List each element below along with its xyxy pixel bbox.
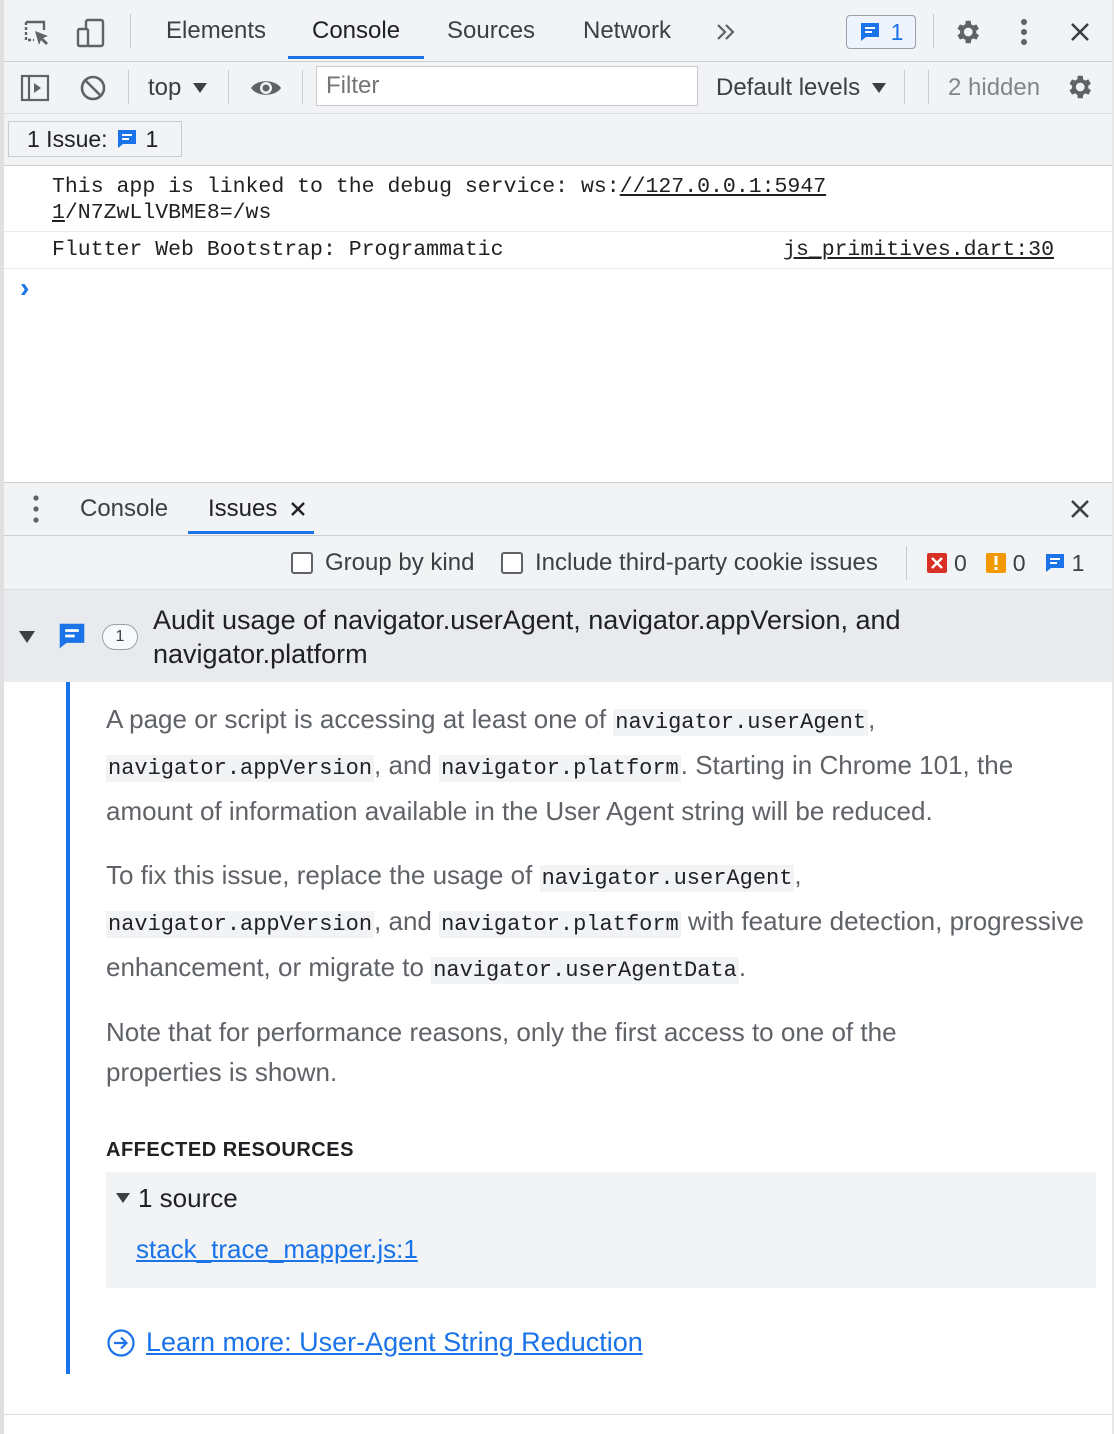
close-drawer-icon[interactable] (1066, 494, 1094, 524)
issue-description-paragraph (106, 698, 1096, 832)
text: , (868, 704, 876, 734)
text: A page or script is accessing at least one of (106, 704, 614, 734)
code-span: navigator.userAgent (541, 866, 793, 891)
issue-title-line1: Audit usage of navigator.userAgent, navigator.appVersion, and (153, 605, 901, 635)
more-tabs-chevron-icon[interactable] (712, 18, 740, 46)
context-selector-value: top (148, 74, 182, 101)
text: , and (374, 906, 440, 936)
error-count: 0 (954, 549, 967, 576)
text: , (794, 860, 802, 890)
arrow-circle-right-icon (106, 1328, 136, 1358)
text: with feature detection, progressive enhancement, or migrate to (106, 906, 1084, 982)
text: . Starting in Chrome 101, the amount of information available in the User Agent string will be reduced. (106, 750, 1014, 826)
debug-service-link[interactable]: //127.0.0.1:5947 (619, 175, 827, 199)
third-party-cookie-label: Include third-party cookie issues (535, 549, 878, 576)
code-span: navigator.platform (441, 756, 679, 781)
close-tab-icon[interactable] (291, 502, 305, 516)
issue-occurrence-count: 1 (102, 624, 138, 650)
third-party-cookie-checkbox[interactable] (501, 536, 878, 590)
divider (906, 546, 907, 580)
issue-title (153, 603, 901, 671)
drawer-menu-kebab-icon[interactable] (26, 494, 46, 524)
issue-fix-paragraph (106, 854, 1096, 992)
more-options-kebab-icon[interactable] (1010, 15, 1038, 49)
issues-button-count: 1 (145, 125, 159, 152)
source-link[interactable]: stack_trace_mapper.js:1 (136, 1234, 418, 1264)
info-message-icon (56, 620, 88, 652)
checkbox-box[interactable] (501, 552, 523, 574)
live-expression-eye-icon[interactable] (248, 72, 284, 104)
divider (4, 1414, 1112, 1415)
message-source-link[interactable]: js_primitives.dart:30 (783, 238, 1054, 262)
console-prompt[interactable] (4, 270, 1112, 480)
tab-sources[interactable]: Sources (447, 17, 536, 44)
active-tab-indicator (288, 56, 424, 59)
message-text: Flutter Web Bootstrap: Programmatic (52, 238, 504, 262)
clear-console-icon[interactable] (76, 72, 110, 104)
issue-note-paragraph: Note that for performance reasons, only the first access to one of the properties is shown. (106, 1017, 897, 1087)
group-by-kind-label: Group by kind (325, 549, 475, 576)
collapse-triangle-icon (116, 1193, 130, 1203)
text: . (738, 952, 747, 982)
affected-sources-box (106, 1172, 1096, 1288)
drawer-tab-issues-label: Issues (208, 495, 278, 522)
info-count: 1 (1071, 549, 1085, 576)
affected-resources-heading: AFFECTED RESOURCES (106, 1139, 354, 1161)
tab-network[interactable]: Network (583, 17, 672, 44)
dropdown-triangle-icon (872, 83, 886, 93)
console-message (4, 172, 1112, 232)
warning-icon (985, 552, 1007, 574)
issues-counter-value: 1 (890, 18, 904, 45)
text: To fix this issue, replace the usage of (106, 860, 540, 890)
collapse-triangle-icon[interactable] (18, 628, 36, 646)
inspect-element-icon[interactable] (20, 16, 54, 50)
info-message-icon (116, 128, 138, 150)
log-levels-value: Default levels (716, 74, 861, 101)
log-levels-dropdown[interactable] (716, 62, 886, 114)
message-text-suffix: /N7ZwLlVBME8=/ws (64, 201, 272, 225)
open-issues-button[interactable] (8, 121, 182, 157)
learn-more-text: Learn more: User-Agent String Reduction (146, 1327, 643, 1357)
context-selector[interactable] (148, 62, 207, 114)
dropdown-triangle-icon (193, 83, 207, 93)
code-span: navigator.appVersion (108, 756, 373, 781)
code-span: navigator.appVersion (108, 912, 373, 937)
filter-input[interactable] (316, 66, 698, 106)
issues-button-label: 1 Issue: (27, 125, 108, 152)
text: , and (374, 750, 440, 780)
drawer-tab-issues[interactable] (208, 482, 305, 536)
divider (130, 14, 131, 48)
issue-counts (926, 536, 1084, 590)
learn-more-link[interactable] (106, 1327, 643, 1358)
sources-toggle[interactable] (116, 1180, 238, 1216)
info-message-icon (859, 21, 881, 43)
device-toolbar-icon[interactable] (74, 16, 108, 50)
divider (904, 70, 905, 104)
prompt-chevron-icon: › (20, 272, 30, 303)
drawer-tab-console[interactable]: Console (80, 495, 169, 522)
hidden-messages-count: 2 hidden (948, 74, 1041, 101)
debug-service-link-continued[interactable]: 1 (52, 201, 65, 225)
sources-count-label: 1 source (138, 1182, 238, 1213)
tab-elements[interactable]: Elements (166, 17, 267, 44)
code-span: navigator.platform (441, 912, 679, 937)
tab-console[interactable]: Console (312, 17, 401, 44)
divider (228, 70, 229, 104)
divider (302, 70, 303, 104)
error-icon (926, 552, 948, 574)
checkbox-box[interactable] (291, 552, 313, 574)
show-sidebar-icon[interactable] (18, 72, 52, 104)
code-span: navigator.userAgent (615, 710, 867, 735)
console-message (4, 233, 1112, 269)
console-settings-gear-icon[interactable] (1062, 70, 1096, 104)
active-drawer-tab-indicator (188, 531, 314, 534)
code-span: navigator.userAgentData (433, 958, 737, 983)
close-devtools-icon[interactable] (1064, 16, 1096, 48)
warning-count: 0 (1012, 549, 1026, 576)
divider (128, 70, 129, 104)
drawer-tab-bar (4, 482, 1112, 536)
divider (933, 14, 934, 48)
settings-gear-icon[interactable] (950, 15, 984, 49)
group-by-kind-checkbox[interactable] (291, 536, 474, 590)
message-text: This app is linked to the debug service: ws: (52, 175, 620, 199)
issues-counter-badge[interactable] (846, 15, 916, 49)
info-message-icon (1044, 552, 1066, 574)
issue-title-line2: navigator.platform (153, 639, 368, 669)
divider (928, 70, 929, 104)
